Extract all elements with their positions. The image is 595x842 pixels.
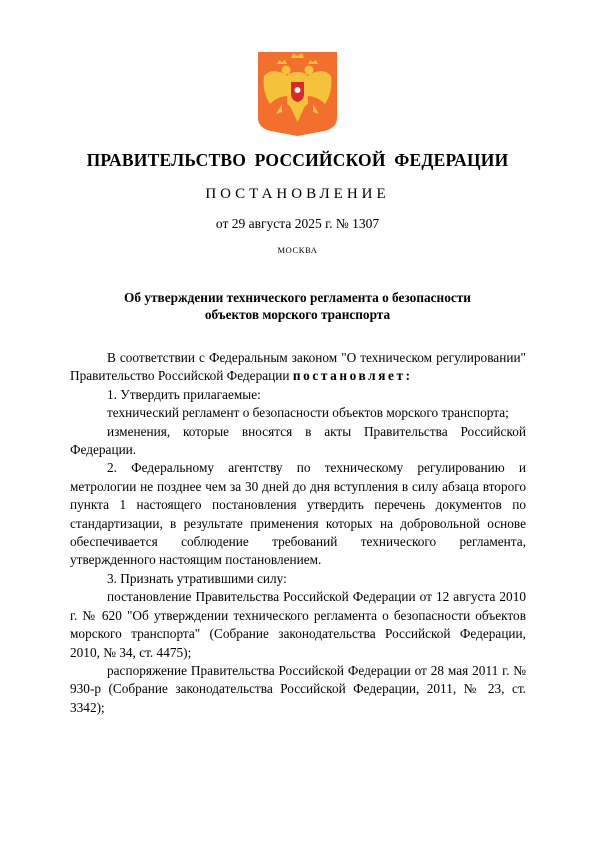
heading-line-2: объектов морского транспорта: [204, 307, 391, 322]
paragraph-item-3-decree: постановление Правительства Российской Федерации от 12 августа 2010 г. № 620 "Об утверждении технического регламента о безопасности объектов морского транспорта" (Собрание законодательства Российской Федерации, 2010, № 34, ст. 4475);: [70, 589, 526, 660]
paragraph-item-1-amendments: изменения, которые вносятся в акты Правительства Российской Федерации.: [70, 423, 526, 458]
document-heading: [80, 289, 515, 323]
paragraph-item-3-order: распоряжение Правительства Российской Федерации от 28 мая 2011 г. № 930-р (Собрание законодательства Российской Федерации, 2011, № 23, ст. 3342);: [70, 662, 526, 715]
heading-line-1: Об утверждении технического регламента о безопасности: [124, 290, 471, 305]
paragraph-item-1: 1. Утвердить прилагаемые:: [107, 386, 261, 402]
paragraph-item-1-regulation: технический регламент о безопасности объектов морского транспорта;: [107, 405, 509, 421]
document-city: МОСКВА: [277, 245, 318, 255]
government-title: ПРАВИТЕЛЬСТВО РОССИЙСКОЙ ФЕДЕРАЦИИ: [86, 150, 509, 170]
document-date-number: от 29 августа 2025 г. № 1307: [215, 216, 380, 231]
document-type: ПОСТАНОВЛЕНИЕ: [205, 186, 390, 202]
paragraph-item-3: 3. Признать утратившими силу:: [107, 570, 287, 586]
coat-of-arms-icon: [258, 52, 337, 136]
preamble-text: В соответствии с Федеральным законом "О техническом регулировании" Правительство Российской Федерации: [70, 350, 526, 384]
resolves-word: постановляет:: [292, 368, 413, 384]
paragraph-item-2: 2. Федеральному агентству по техническому регулированию и метрологии не позднее чем за 30 дней до дня вступления в силу абзаца второго пункта 1 настоящего постановления утвердить перечень документов по стандартизации, в результате применения которых на добровольной основе обеспечивается соблюдение требований технического регламента, утвержденного настоящим постановлением.: [70, 460, 526, 568]
paragraph-preamble: [70, 349, 526, 386]
document-body: [70, 349, 526, 717]
